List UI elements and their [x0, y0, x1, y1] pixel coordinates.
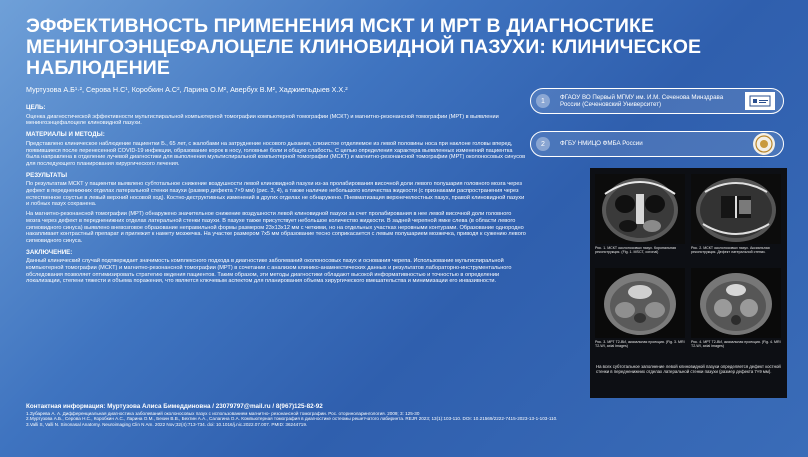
figure-caption: Рис. 2. МСКТ околоносовых пазух. Аксиальная реконструкция. Дефект латеральной стенки. — [691, 246, 770, 255]
nmico-logo-icon — [753, 133, 775, 155]
contact-info: Контактная информация: Муртузова Алиса Бимеддиновна / 23079797@mail.ru / 8(967)125-82-92 — [26, 403, 323, 410]
figure-caption: Рис. 4. МРТ Т2-ВИ, аксиальная проекция. (Fig. 4. MRI T2-WI, axial images) — [691, 340, 781, 349]
figure-note: На всех субтотальное заполнение левой клиновидной пазухи определяется дефект костной стенки в передненижних отделах латеральной стенки пазухи (размер дефекта 7×9 мм). — [596, 364, 781, 375]
figures-panel — [590, 168, 787, 398]
results-heading: РЕЗУЛЬТАТЫ — [26, 171, 68, 179]
sechenov-logo-icon — [745, 92, 775, 110]
affiliation-number: 2 — [536, 137, 550, 151]
reference-item: 3.Valli S, Valli N. Sinonasal Anatomy. Neuroimaging Clin N Am. 2022 Nov;32(4):713-734. doi: 10.1016/j.nic.2022.07.007. PMID: 36244719. — [26, 421, 308, 427]
ct-axial-image — [691, 174, 781, 244]
references — [26, 411, 786, 427]
affiliation-2 — [530, 131, 784, 157]
conclusion-text: Данный клинический случай подтверждает значимость комплексного подхода в диагностике заболеваний околоносовых пазух и основания черепа. Использование мультиспиральной компьютерной томографии (МСКТ) и магнитно-резонансной томографии (МРТ) в сочетании с анализом клинико-анамнестических данных и результатов лабораторно-инструментального обследования позволяет оптимизировать стратегию ведения пациентов. Таким образом, эти методы диагностики обладают высокой информативностью и точностью в определении локализации, степени тяжести и объема поражения, что является ключевым аспектом для планирования объема хирургического вмешательства и минимизации его инвазивности. — [26, 258, 512, 285]
methods-text: Представлено клиническое наблюдение пациентки Б., 65 лет, с жалобами на затруднение носового дыхания, слизистое отделяемое из левой половины носа при наклоне головы вперед, появившиеся после перенесенной COVID-19 инфекции, образование корок в носу, головные боли и общую слабость. С целью определения характера выявленных изменений пациентка была направлена в отделение лучевой диагностики для выполнения мультиспиральной компьютерной томографии (МСКТ) и магнитно-резонансной томографии (МРТ) околоносовых синусов для последующего планирования хирургического лечения. — [26, 140, 526, 167]
aim-heading: ЦЕЛЬ: — [26, 104, 46, 111]
reference-item: 1.Зубарева А. А. Дифференциальная диагностика заболеваний околоносовых пазух с использованием магнитно- резонансной томографии. Рос. оториноларингология. 2009; 3: 125-30 — [26, 411, 420, 416]
ct-coronal-image — [595, 174, 685, 244]
conclusion-heading: ЗАКЛЮЧЕНИЕ: — [26, 248, 73, 256]
figure-caption: Рис. 3. МРТ Т2-ВИ, аксиальная проекция. (Fig. 3. MRI T2-WI, axial images) — [595, 340, 685, 349]
figure-caption: Рис. 1. МСКТ околоносовых пазух. Корональная реконструкция. (Fig. 1. MSCT, coronal) — [595, 246, 676, 255]
authors-line: Муртузова А.Б¹·², Серова Н.С¹, Коробкин А.С², Ларина О.М², Авербух В.М², Хаджиельдыев Х.Х.² — [26, 85, 348, 94]
mri-axial-image-2 — [691, 268, 781, 338]
poster-title: ЭФФЕКТИВНОСТЬ ПРИМЕНЕНИЯ МСКТ И МРТ В ДИАГНОСТИКЕ МЕНИНГОЭНЦЕФАЛОЦЕЛЕ КЛИНОВИДНОЙ ПАЗУХИ: КЛИНИЧЕСКОЕ НАБЛЮДЕНИЕ — [26, 15, 702, 79]
affiliation-text: ФГАОУ ВО Первый МГМУ им. И.М. Сеченова Минздрава России (Сеченовский Университет) — [560, 93, 724, 108]
main-text-column — [26, 100, 526, 288]
results-text-2: На магнитно-резонансной томографии (МРТ) обнаружено значительное снижение воздушности левой клиновидной пазухи за счет пролабирования в нее левой височной доли головного мозга через дефект в передненижних отделах латеральной стенки пазухи. В пазухе также присутствует небольшое количество жидкости. В задней черепной ямке слева (в области левого сигмовидного синуса) выявлено вневозговое образование неправильной формы размером 23х13х12 мм с четкими, но на отдельных участках неровными контурами. Образование однородно накапливает контрастный препарат и прилежит к намету мозжечка. На участке размером 7х5 мм образование тесно соприкасается с левым полушарием мозжечка, приводя к сужению левого сигмовидного синуса. — [26, 211, 526, 244]
mri-axial-image-1 — [595, 268, 685, 338]
affiliation-text: ФГБУ НМИЦО ФМБА России — [560, 140, 643, 148]
affiliation-number: 1 — [536, 94, 550, 108]
reference-item: 2.Муртузова А.Б., Серова Н.С., Коробкин А.С., Ларина О.М., Бехин В.В., Бехтин А.А., Салагина О.А. Компьютерная томография в диагностике остеомы решетчатого лабиринта. REJR 2023; 13(1):103-110. DOI: 10.21569/2222-7415-2023-13-1-103-110. — [26, 416, 558, 422]
affiliation-1 — [530, 88, 784, 114]
aim-text: Оценка диагностической эффективности мультиспиральной компьютерной томографии компьютерной томографии (МСКТ) и магнитно-резонансной томографии (МРТ) в выявлении менингоэнцефалоцеле клиновидной пазухи. — [26, 113, 499, 127]
results-text-1: По результатам МСКТ у пациентки выявлено субтотальное снижение воздушности левой клиновидной пазухи из-за пролабирования височной доли левого полушария головного мозга через дефект в передненижних отделах латеральной стенки пазухи (размер дефекта 7×9 мм) (рис. 3, 4), а также наличие небольшого количества жидкости (с признаками распространения через естественное соустье в левый верхний носовой ход). Костно-деструктивных изменений в других отделах не обнаружено. Пневматизация верхнечелюстных пазух, правой клиновидной пазухи и лобных пазух сохранена. — [26, 181, 525, 208]
methods-heading: МАТЕРИАЛЫ И МЕТОДЫ: — [26, 131, 105, 139]
